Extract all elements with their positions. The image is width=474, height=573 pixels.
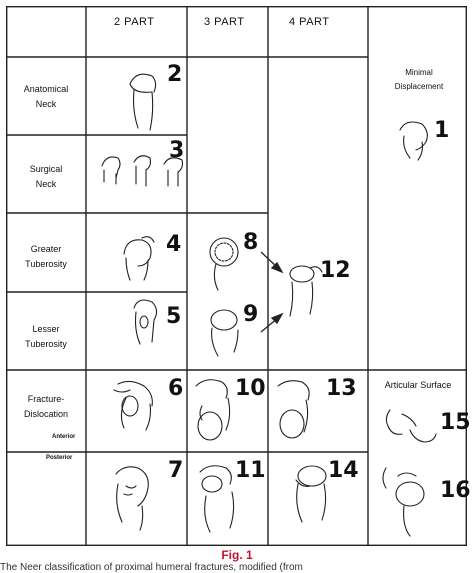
figure-number-15: 15	[440, 410, 471, 435]
column-header-4-part: 4 PART	[289, 16, 330, 28]
figure-number-14: 14	[328, 458, 359, 483]
row-label-posterior: Posterior	[46, 455, 73, 461]
row-label-fracture-dislocation: Fracture- Dislocation	[23, 394, 69, 419]
figure-number-6: 6	[168, 376, 184, 401]
articular-surface-label: Articular Surface	[384, 380, 452, 390]
figure-number-4: 4	[166, 232, 182, 257]
figure-number-8: 8	[243, 230, 259, 255]
row-label-surgical-neck: Surgical Neck	[29, 164, 63, 189]
figure-number-13: 13	[326, 376, 357, 401]
classification-figure	[6, 6, 471, 546]
figure-number-5: 5	[166, 304, 182, 329]
row-label-lesser-tuberosity: Lesser Tuberosity	[25, 324, 67, 349]
column-header-2-part: 2 PART	[114, 16, 155, 28]
figure-number-16: 16	[440, 478, 471, 503]
figure-number-11: 11	[235, 458, 266, 483]
figure-number-7: 7	[168, 458, 184, 483]
figure-caption: Fig. 1	[221, 548, 253, 562]
row-label-anatomical-neck: Anatomical Neck	[23, 84, 69, 109]
figure-number-9: 9	[243, 302, 259, 327]
figure-number-3: 3	[169, 138, 185, 163]
figure-number-10: 10	[235, 376, 266, 401]
column-header-3-part: 3 PART	[204, 16, 245, 28]
minimal-displacement-label: Minimal Displacement	[394, 68, 444, 91]
row-label-anterior: Anterior	[52, 434, 76, 440]
figure-number-12: 12	[320, 258, 351, 283]
figure-number-2: 2	[167, 62, 183, 87]
row-label-greater-tuberosity: Greater Tuberosity	[25, 244, 67, 269]
caption-text: The Neer classification of proximal humeral fractures, modified (from	[0, 562, 303, 573]
figure-number-1: 1	[434, 118, 450, 143]
